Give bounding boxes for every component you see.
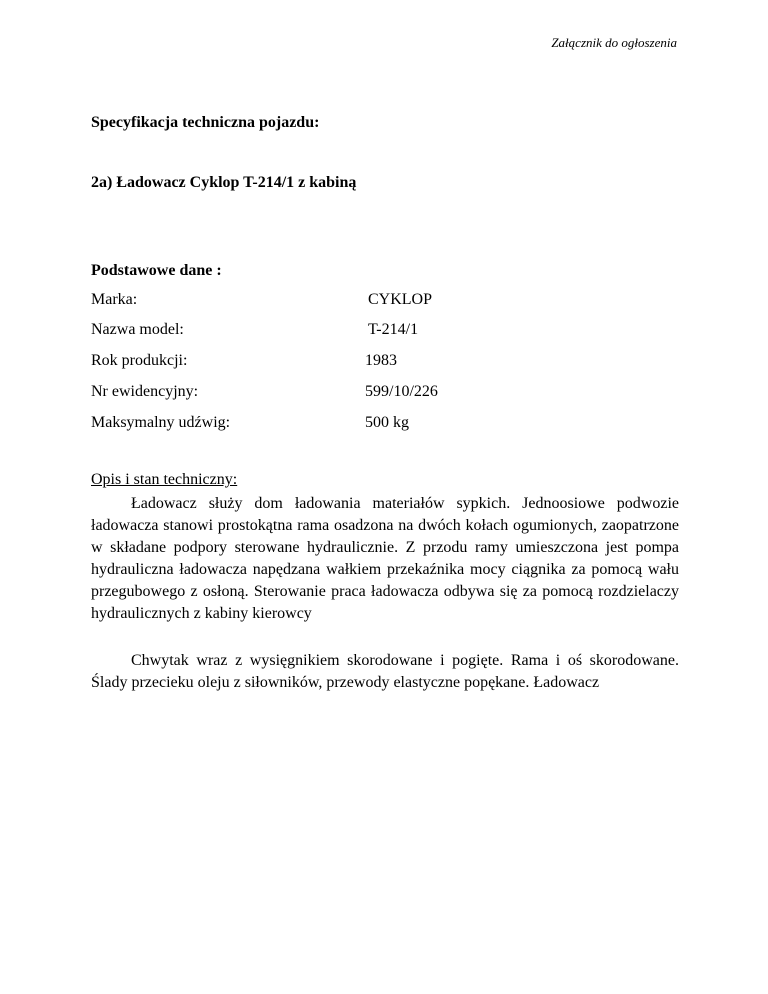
spec-row-model [91, 321, 651, 341]
basic-data-heading: Podstawowe dane : [91, 262, 222, 279]
spec-row-max-load [91, 414, 651, 434]
description-heading: Opis i stan techniczny: [91, 471, 238, 488]
spec-label: Nr ewidencyjny: [91, 383, 199, 400]
spec-label: Marka: [91, 291, 138, 308]
description-paragraph-1: Ładowacz służy dom ładowania materiałów sypkich. Jednoosiowe podwozie ładowacza stanowi prostokątna rama osadzona na dwóch kołach ogumionych, zaopatrzone w składane podpory sterowane hydraulicznie. Z przodu ramy umieszczona jest pompa hydrauliczna ładowacza napędzana wałkiem przekaźnika mocy ciągnika za pomocą wału przegubowego z osłoną. Sterowanie praca ładowacza odbywa się za pomocą rozdzielaczy hydraulicznych z kabiny kierowcy [91, 495, 679, 622]
header-note: Załącznik do ogłoszenia [551, 35, 677, 50]
spec-value: CYKLOP [368, 291, 433, 308]
spec-label: Rok produkcji: [91, 352, 188, 369]
spec-row-brand [91, 291, 651, 311]
spec-label: Maksymalny udźwig: [91, 414, 231, 431]
description-paragraph-2: Chwytak wraz z wysięgnikiem skorodowane i pogięte. Rama i oś skorodowane. Ślady przecieku oleju z siłowników, przewody elastyczne popękane. Ładowacz [91, 652, 679, 691]
spec-row-registration-number [91, 383, 651, 403]
spec-row-production-year [91, 352, 651, 372]
spec-value: 599/10/226 [365, 383, 438, 400]
spec-value: T-214/1 [368, 321, 419, 338]
vehicle-subtitle: 2a) Ładowacz Cyklop T-214/1 z kabiną [91, 174, 357, 191]
spec-value: 1983 [365, 352, 397, 369]
document-title: Specyfikacja techniczna pojazdu: [91, 114, 320, 131]
spec-value: 500 kg [365, 414, 409, 431]
spec-label: Nazwa model: [91, 321, 184, 338]
